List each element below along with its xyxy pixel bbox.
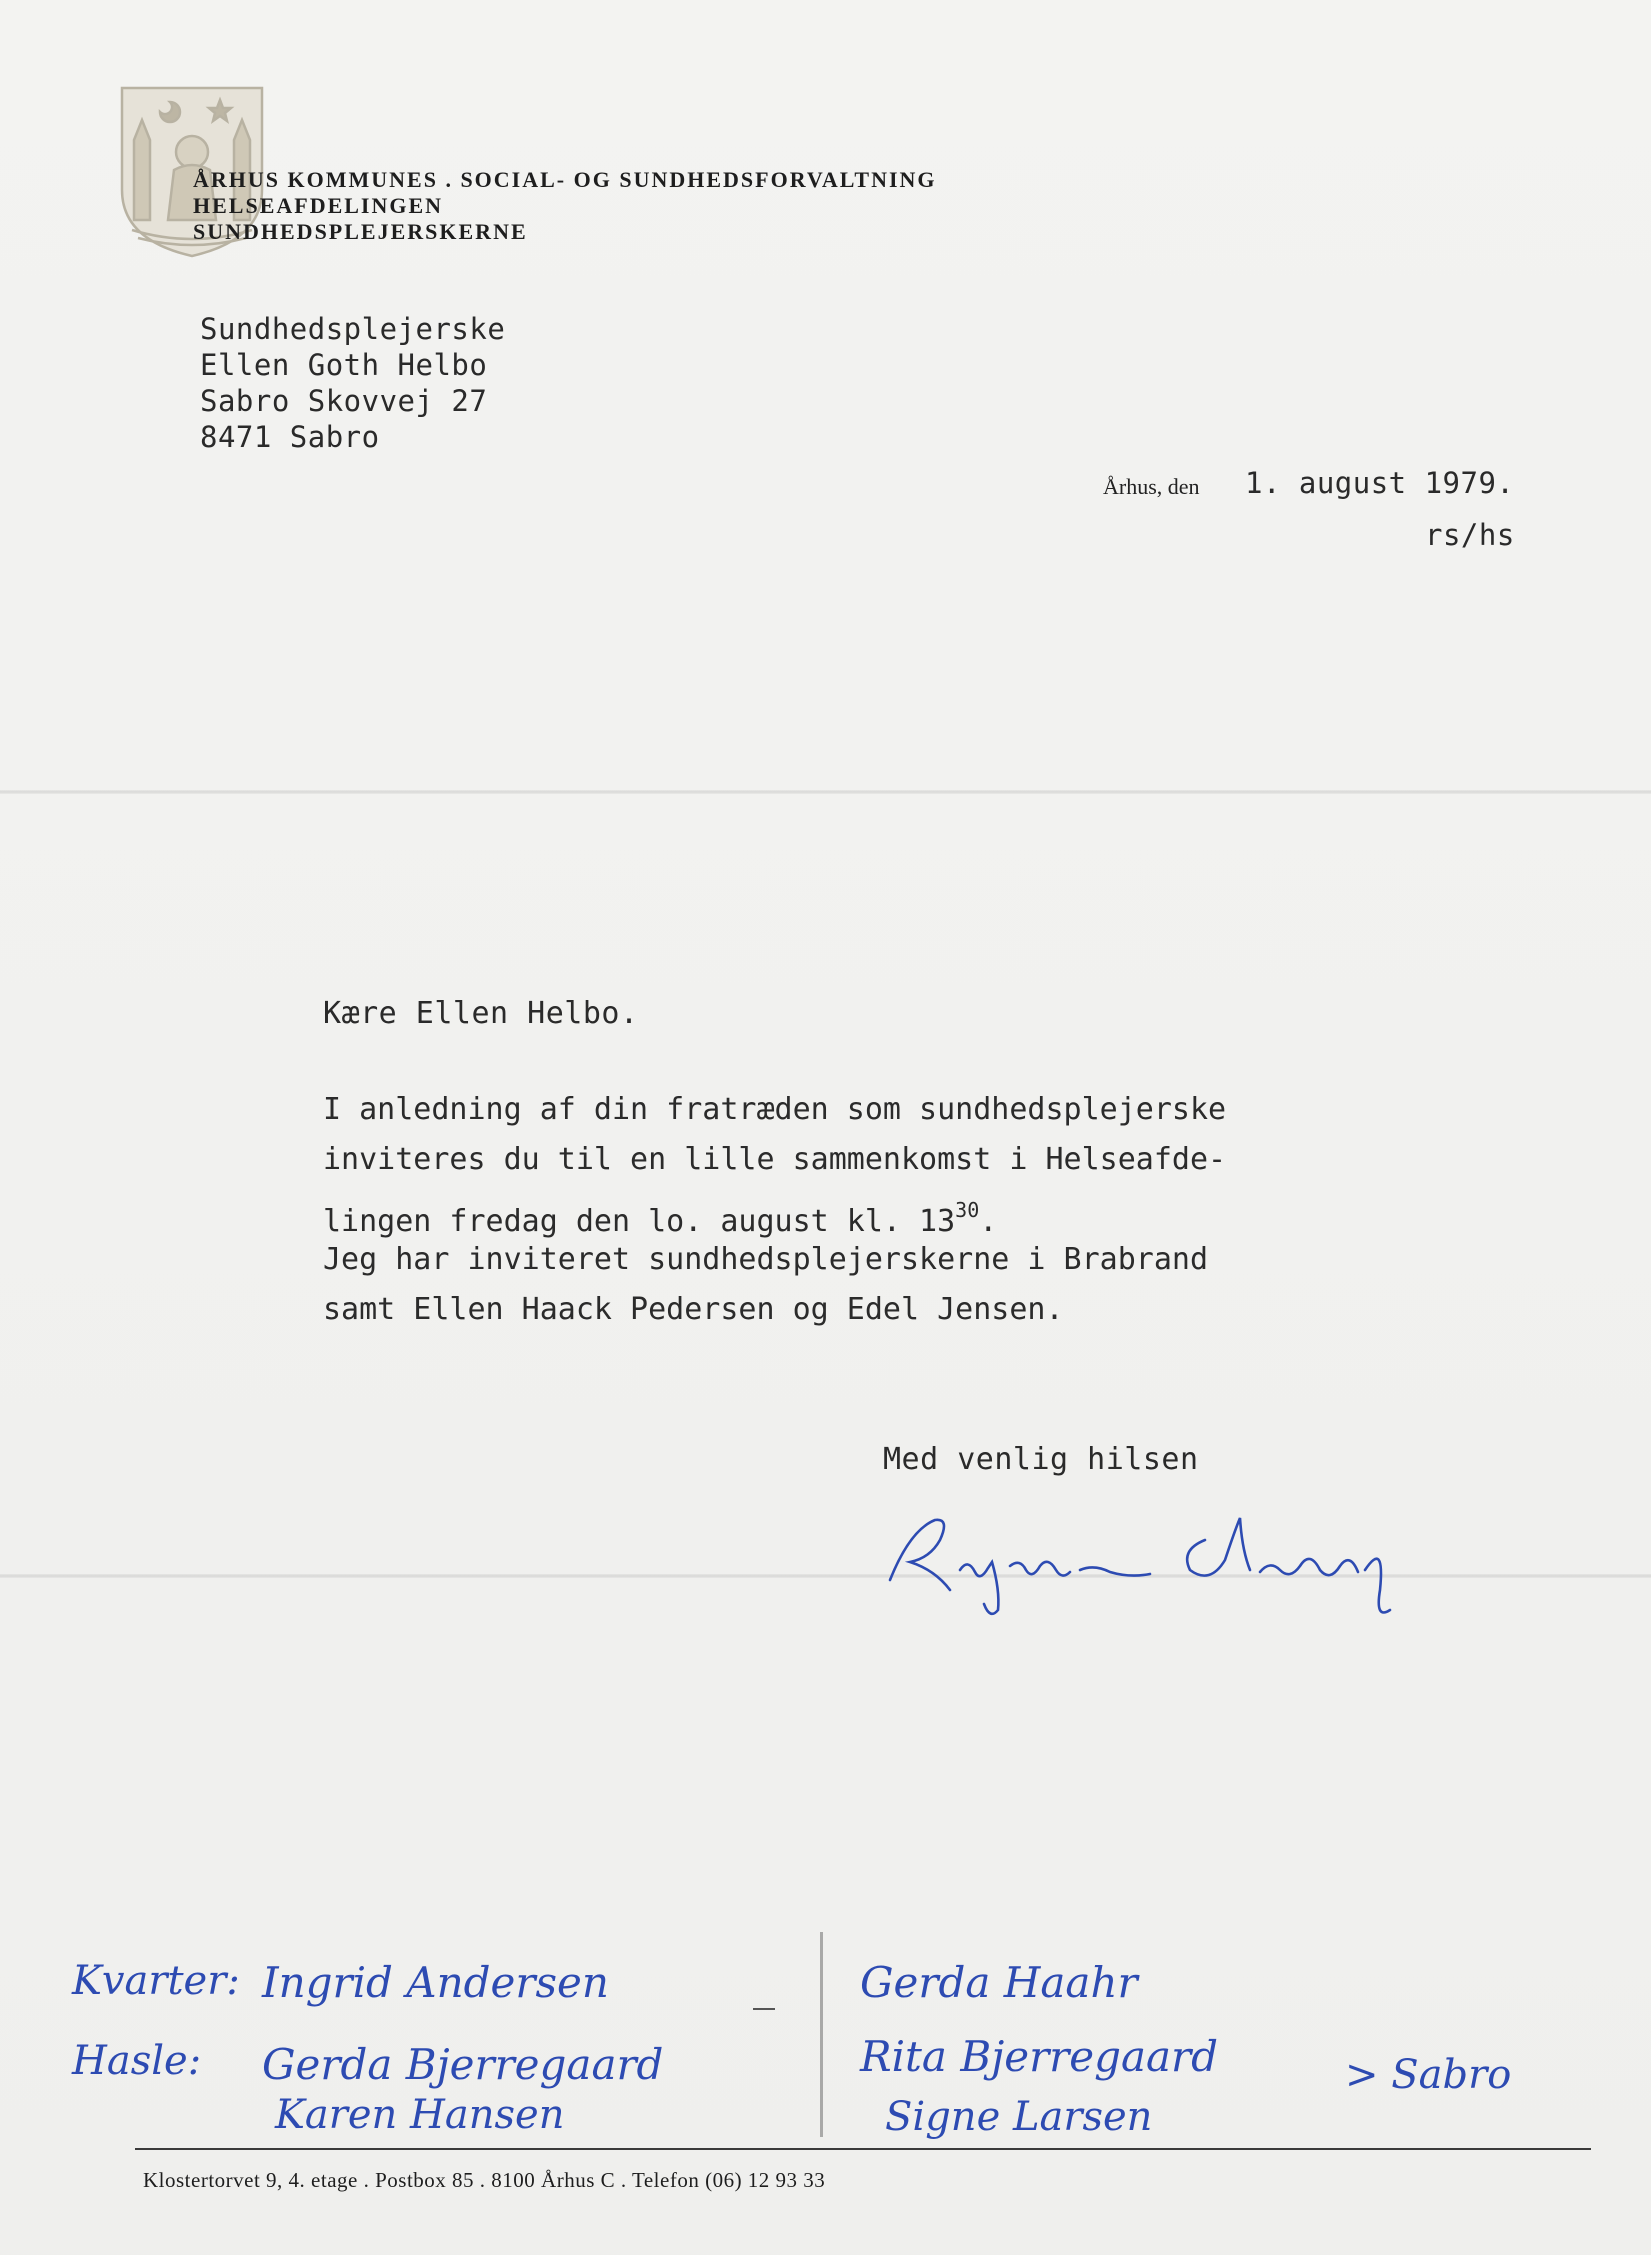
note-divider (820, 1932, 823, 2137)
body-line-2: inviteres du til en lille sammenkomst i Helseafde- (323, 1142, 1227, 1177)
letterhead-line-3: SUNDHEDSPLEJERSKERNE (193, 219, 528, 244)
letter-body (323, 1085, 1226, 1335)
note-dash (753, 2008, 775, 2010)
paper-fold (0, 790, 1651, 794)
letter-date: 1. august 1979. (1245, 466, 1515, 500)
note-name-left-2: Gerda Bjerregaard (262, 2040, 664, 2089)
body-line-1: I anledning af din fratræden som sundhedsplejerske (323, 1092, 1227, 1127)
letterhead-line-1: ÅRHUS KOMMUNES . SOCIAL- OG SUNDHEDSFORVALTNING (193, 167, 937, 192)
note-label-kvarter: Kvarter: (72, 1958, 240, 2004)
note-bracket-sabro: > Sabro (1345, 2052, 1512, 2098)
body-line-3-text: lingen fredag den lo. august kl. 13 (323, 1204, 956, 1239)
body-line-3 (323, 1185, 1226, 1239)
time-minutes: 30 (955, 1198, 980, 1222)
letterhead-line-2: HELSEAFDELINGEN (193, 193, 444, 218)
note-name-right-3: Signe Larsen (885, 2094, 1153, 2140)
footer-rule (135, 2148, 1591, 2150)
recipient-city: 8471 Sabro (200, 420, 380, 454)
note-name-right-1: Gerda Haahr (860, 1958, 1138, 2007)
note-name-right-2: Rita Bjerregaard (860, 2032, 1219, 2081)
footer-address: Klostertorvet 9, 4. etage . Postbox 85 . 8100 Århus C . Telefon (06) 12 93 33 (143, 2168, 826, 2192)
recipient-name: Ellen Goth Helbo (200, 348, 488, 382)
body-line-4: Jeg har inviteret sundhedsplejerskerne i Brabrand (323, 1242, 1209, 1277)
salutation: Kære Ellen Helbo. (323, 996, 639, 1031)
note-name-left-3: Karen Hansen (275, 2092, 565, 2138)
reference-initials: rs/hs (1425, 518, 1515, 552)
body-line-3-end: . (979, 1204, 998, 1239)
note-name-left-1: Ingrid Andersen (262, 1958, 609, 2007)
body-line-5: samt Ellen Haack Pedersen og Edel Jensen. (323, 1292, 1064, 1327)
recipient-title: Sundhedsplejerske (200, 312, 506, 346)
recipient-street: Sabro Skovvej 27 (200, 384, 488, 418)
closing: Med venlig hilsen (883, 1442, 1199, 1477)
note-label-hasle: Hasle: (72, 2038, 202, 2084)
signature (880, 1500, 1420, 1630)
date-place-label: Århus, den (1103, 474, 1200, 499)
